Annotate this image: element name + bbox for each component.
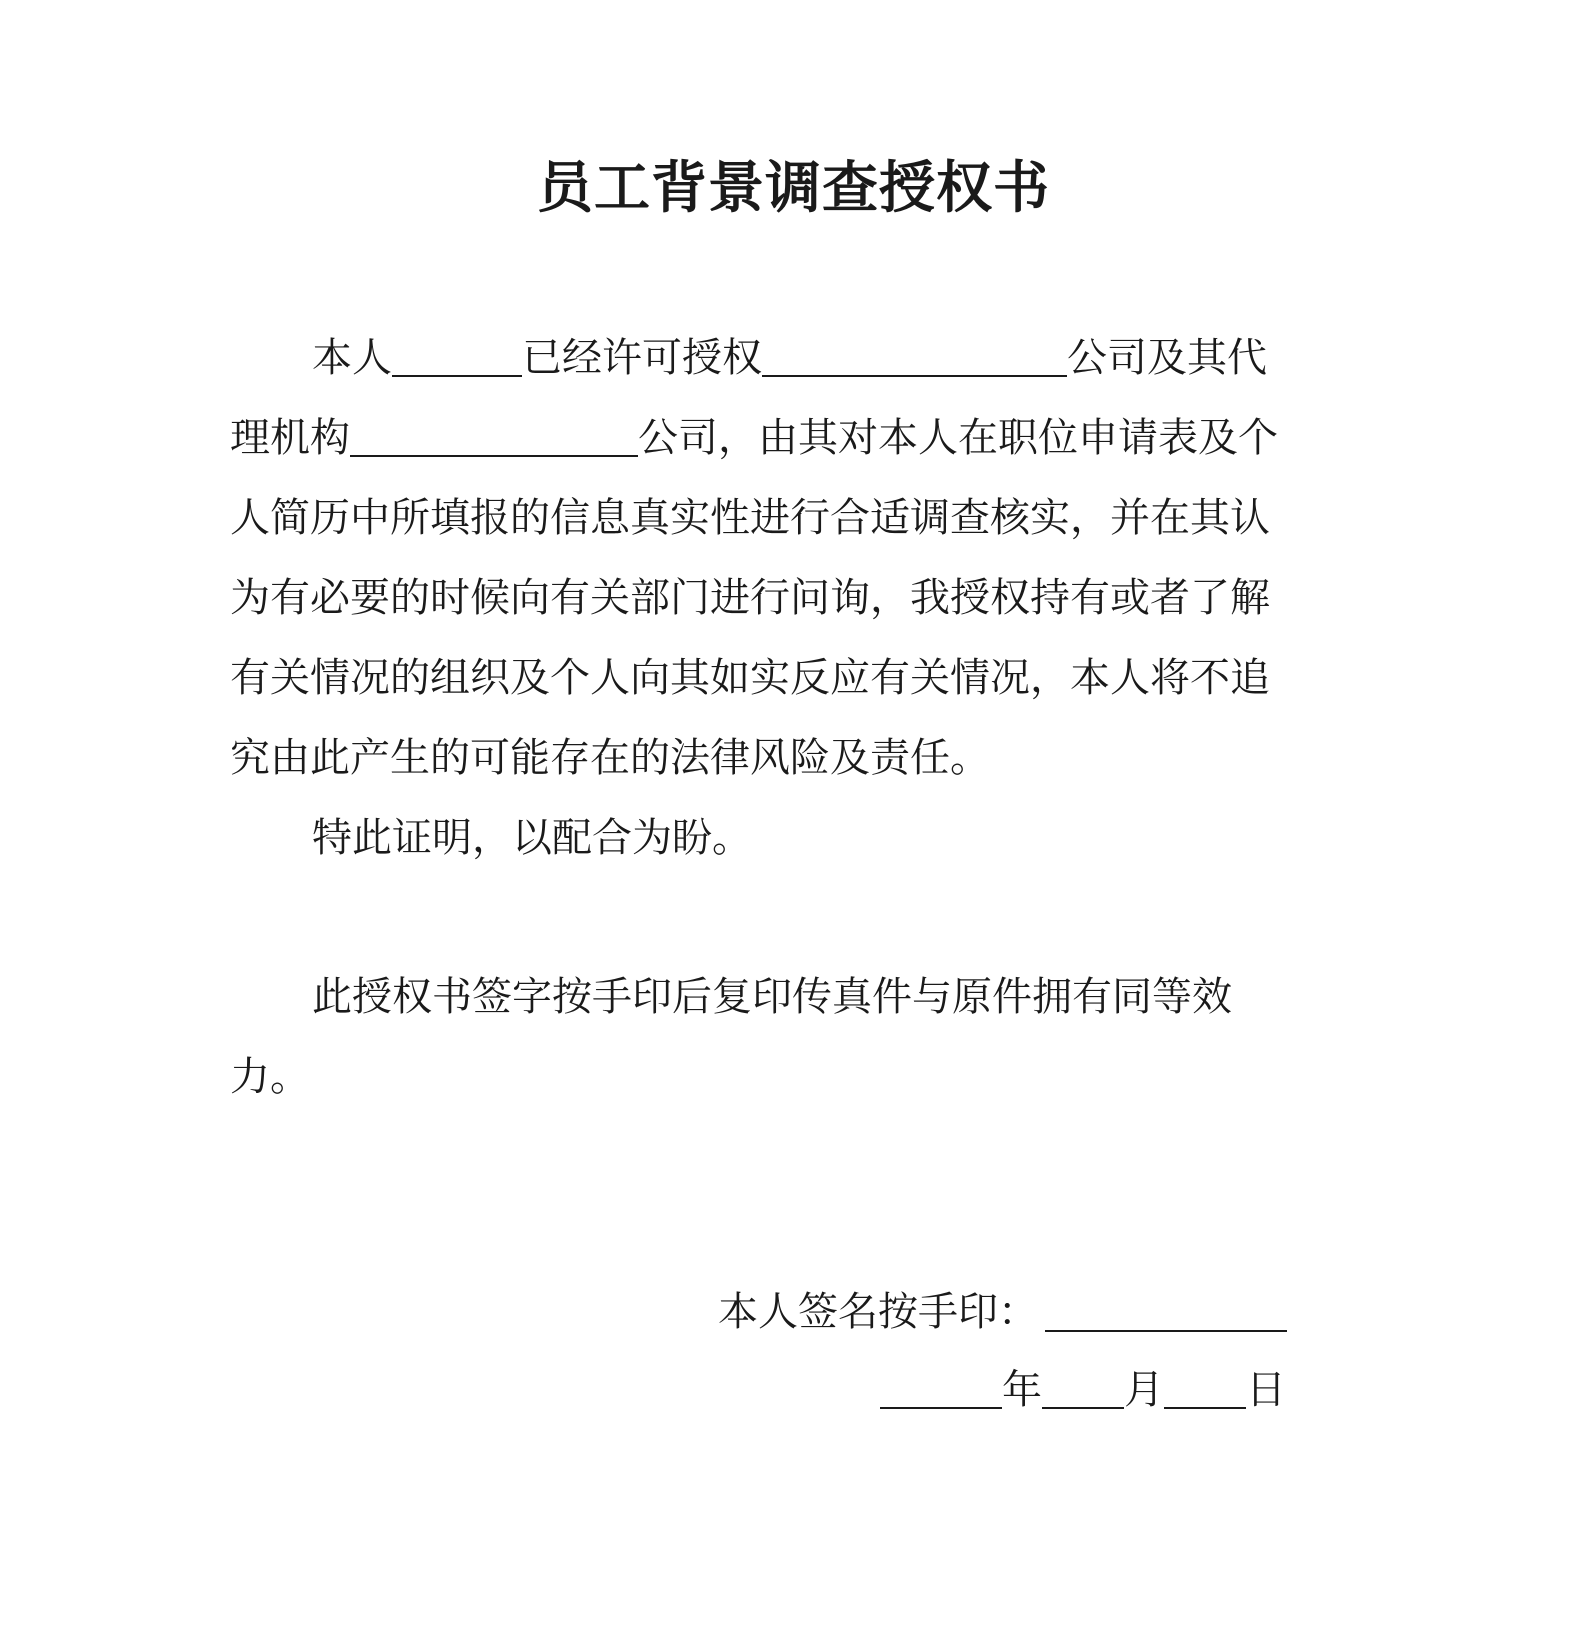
signature-label: 本人签名按手印： xyxy=(718,1289,1038,1335)
date-line xyxy=(880,1360,1286,1420)
para1-line2-part1: 理机构 xyxy=(230,415,350,461)
agency-blank[interactable] xyxy=(350,411,638,457)
para1-line1-part1: 本人 xyxy=(312,335,392,381)
para1-line1-part2: 已经许可授权 xyxy=(522,335,762,381)
para1-line5: 有关情况的组织及个人向其如实反应有关情况，本人将不追 xyxy=(230,655,1270,701)
para1-line6: 究由此产生的可能存在的法律风险及责任。 xyxy=(230,735,990,781)
para1-line4: 为有必要的时候向有关部门进行问询，我授权持有或者了解 xyxy=(230,575,1270,621)
para2: 特此证明，以配合为盼。 xyxy=(312,815,752,861)
name-blank[interactable] xyxy=(392,331,522,377)
day-blank[interactable] xyxy=(1164,1363,1246,1409)
signature-blank[interactable] xyxy=(1045,1330,1287,1332)
month-blank[interactable] xyxy=(1042,1363,1124,1409)
para1-line1 xyxy=(312,328,1267,388)
para3-line1: 此授权书签字按手印后复印传真件与原件拥有同等效 xyxy=(312,974,1232,1020)
company-blank[interactable] xyxy=(762,331,1067,377)
para1-line3: 人简历中所填报的信息真实性进行合适调查核实，并在其认 xyxy=(230,495,1270,541)
document-title: 员工背景调查授权书 xyxy=(537,155,1050,221)
para1-line2-part2: 公司，由其对本人在职位申请表及个 xyxy=(638,415,1278,461)
para1-line2 xyxy=(230,408,1278,468)
day-label: 日 xyxy=(1246,1367,1286,1413)
para1-line1-part3: 公司及其代 xyxy=(1067,335,1267,381)
year-label: 年 xyxy=(1002,1367,1042,1413)
para3-line2: 力。 xyxy=(230,1054,310,1100)
year-blank[interactable] xyxy=(880,1363,1002,1409)
month-label: 月 xyxy=(1124,1367,1164,1413)
